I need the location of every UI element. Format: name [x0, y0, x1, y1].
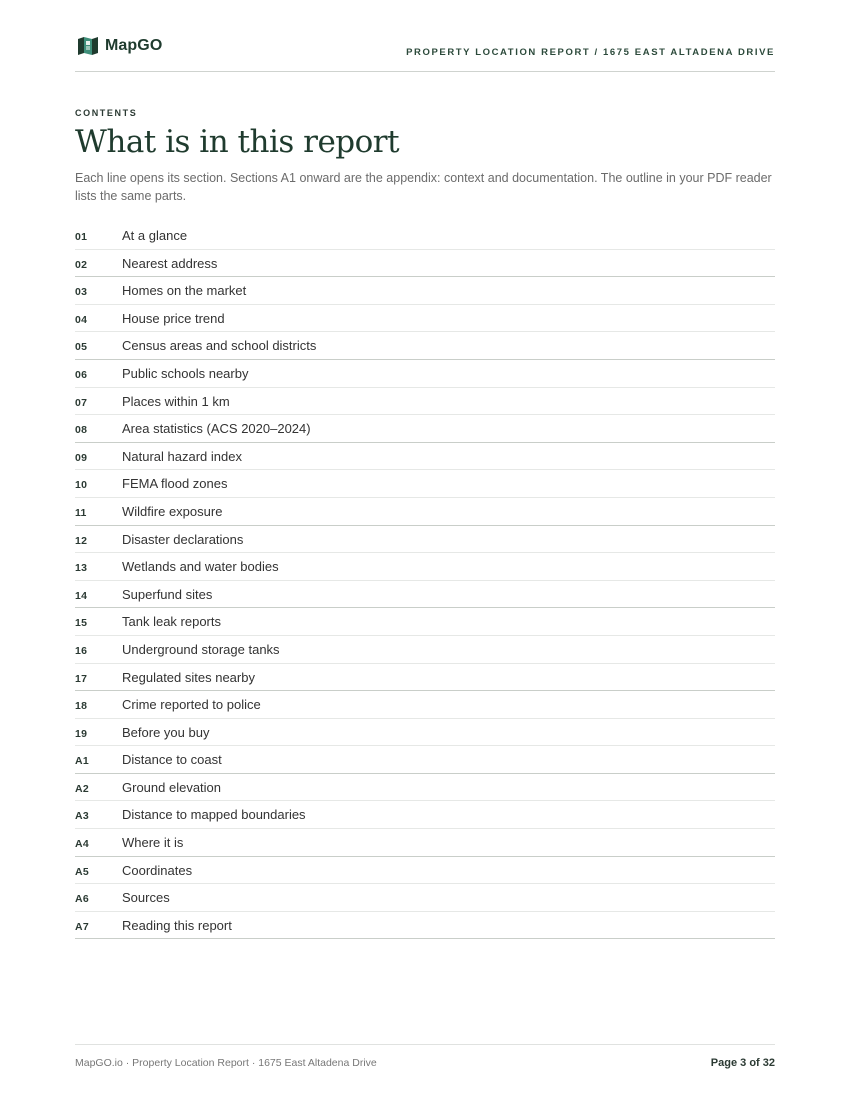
brand-name: MapGO — [105, 37, 163, 54]
toc-label: Disaster declarations — [122, 531, 244, 547]
toc-label: Coordinates — [122, 862, 193, 878]
toc-number: 08 — [75, 424, 88, 437]
toc-label: Tank leak reports — [122, 614, 221, 630]
toc-number: 04 — [75, 313, 88, 326]
toc-item-03[interactable] — [75, 277, 775, 305]
toc-item-07[interactable] — [75, 388, 775, 416]
toc-number: 11 — [75, 506, 87, 519]
toc-item-06[interactable] — [75, 360, 775, 388]
toc-label: Underground storage tanks — [122, 641, 280, 657]
toc-item-01[interactable] — [75, 222, 775, 250]
toc-item-04[interactable] — [75, 305, 775, 333]
toc-number: A3 — [75, 810, 90, 823]
page-number: Page 3 of 32 — [710, 1057, 775, 1069]
toc-number: 03 — [75, 286, 88, 299]
toc-label: At a glance — [122, 228, 188, 243]
toc-number: 01 — [75, 231, 88, 243]
section-eyebrow: CONTENTS — [75, 108, 138, 118]
toc-label: Superfund sites — [122, 586, 213, 602]
toc-label: Area statistics (ACS 2020–2024) — [122, 421, 311, 437]
toc-number: A1 — [75, 755, 90, 768]
toc-item-11[interactable] — [75, 498, 775, 526]
toc-item-19[interactable] — [75, 719, 775, 747]
toc-number: 05 — [75, 341, 88, 354]
toc-number: 02 — [75, 258, 88, 271]
toc-item-a6[interactable] — [75, 884, 775, 912]
toc-item-02[interactable] — [75, 250, 775, 278]
toc-number: A7 — [75, 920, 90, 933]
toc-label: Public schools nearby — [122, 365, 249, 381]
toc-number: A5 — [75, 865, 90, 878]
page-title: What is in this report — [75, 124, 400, 160]
folded-map-icon — [77, 36, 99, 56]
toc-label: Natural hazard index — [122, 448, 242, 464]
toc-label: Distance to mapped boundaries — [122, 807, 306, 823]
toc-item-16[interactable] — [75, 636, 775, 664]
report-title: PROPERTY LOCATION REPORT / 1675 EAST ALTADENA DRIVE — [406, 47, 775, 58]
toc-number: 16 — [75, 644, 88, 657]
toc-item-a7[interactable] — [75, 912, 775, 940]
toc-label: Before you buy — [122, 724, 210, 740]
toc-number: A6 — [75, 893, 90, 906]
page-footer — [75, 1044, 775, 1075]
toc-item-a1[interactable] — [75, 746, 775, 774]
toc-item-15[interactable] — [75, 608, 775, 636]
toc-item-09[interactable] — [75, 443, 775, 471]
intro-text: Each line opens its section. Sections A1 onward are the appendix: context and documentation. The outline in your PDF reader lists the same parts. — [75, 171, 772, 203]
table-of-contents — [75, 222, 775, 939]
toc-label: Distance to coast — [122, 752, 222, 768]
toc-item-a5[interactable] — [75, 857, 775, 885]
toc-number: 19 — [75, 727, 88, 740]
brand-logo[interactable] — [77, 36, 162, 56]
toc-item-18[interactable] — [75, 691, 775, 719]
toc-number: 17 — [75, 672, 88, 685]
toc-number: 13 — [75, 562, 88, 575]
toc-label: FEMA flood zones — [122, 476, 228, 492]
toc-label: Wildfire exposure — [122, 503, 223, 519]
toc-label: Crime reported to police — [122, 697, 261, 713]
toc-item-05[interactable] — [75, 332, 775, 360]
toc-item-13[interactable] — [75, 553, 775, 581]
toc-label: Homes on the market — [122, 283, 247, 299]
toc-number: 15 — [75, 617, 88, 630]
toc-item-12[interactable] — [75, 526, 775, 554]
toc-label: Where it is — [122, 835, 184, 851]
toc-number: A4 — [75, 838, 90, 851]
toc-label: Census areas and school districts — [122, 338, 317, 354]
toc-number: 07 — [75, 396, 88, 409]
footer-source: MapGO.io · Property Location Report · 1675 East Altadena Drive — [75, 1057, 377, 1069]
toc-label: Regulated sites nearby — [122, 669, 255, 685]
toc-item-14[interactable] — [75, 581, 775, 609]
toc-label: House price trend — [122, 310, 225, 326]
toc-item-10[interactable] — [75, 470, 775, 498]
toc-label: Ground elevation — [122, 779, 222, 795]
toc-item-a2[interactable] — [75, 774, 775, 802]
toc-label: Sources — [122, 890, 170, 906]
toc-number: 18 — [75, 700, 88, 713]
toc-item-08[interactable] — [75, 415, 775, 443]
page-header — [75, 34, 775, 72]
toc-item-a3[interactable] — [75, 801, 775, 829]
toc-label: Nearest address — [122, 255, 218, 271]
toc-number: 12 — [75, 534, 88, 547]
toc-label: Places within 1 km — [122, 393, 230, 409]
toc-number: A2 — [75, 782, 90, 795]
toc-label: Wetlands and water bodies — [122, 559, 279, 575]
toc-number: 14 — [75, 589, 88, 602]
toc-item-a4[interactable] — [75, 829, 775, 857]
toc-number: 06 — [75, 368, 88, 381]
toc-number: 09 — [75, 451, 88, 464]
toc-label: Reading this report — [122, 917, 232, 933]
toc-item-17[interactable] — [75, 664, 775, 692]
toc-number: 10 — [75, 479, 88, 492]
